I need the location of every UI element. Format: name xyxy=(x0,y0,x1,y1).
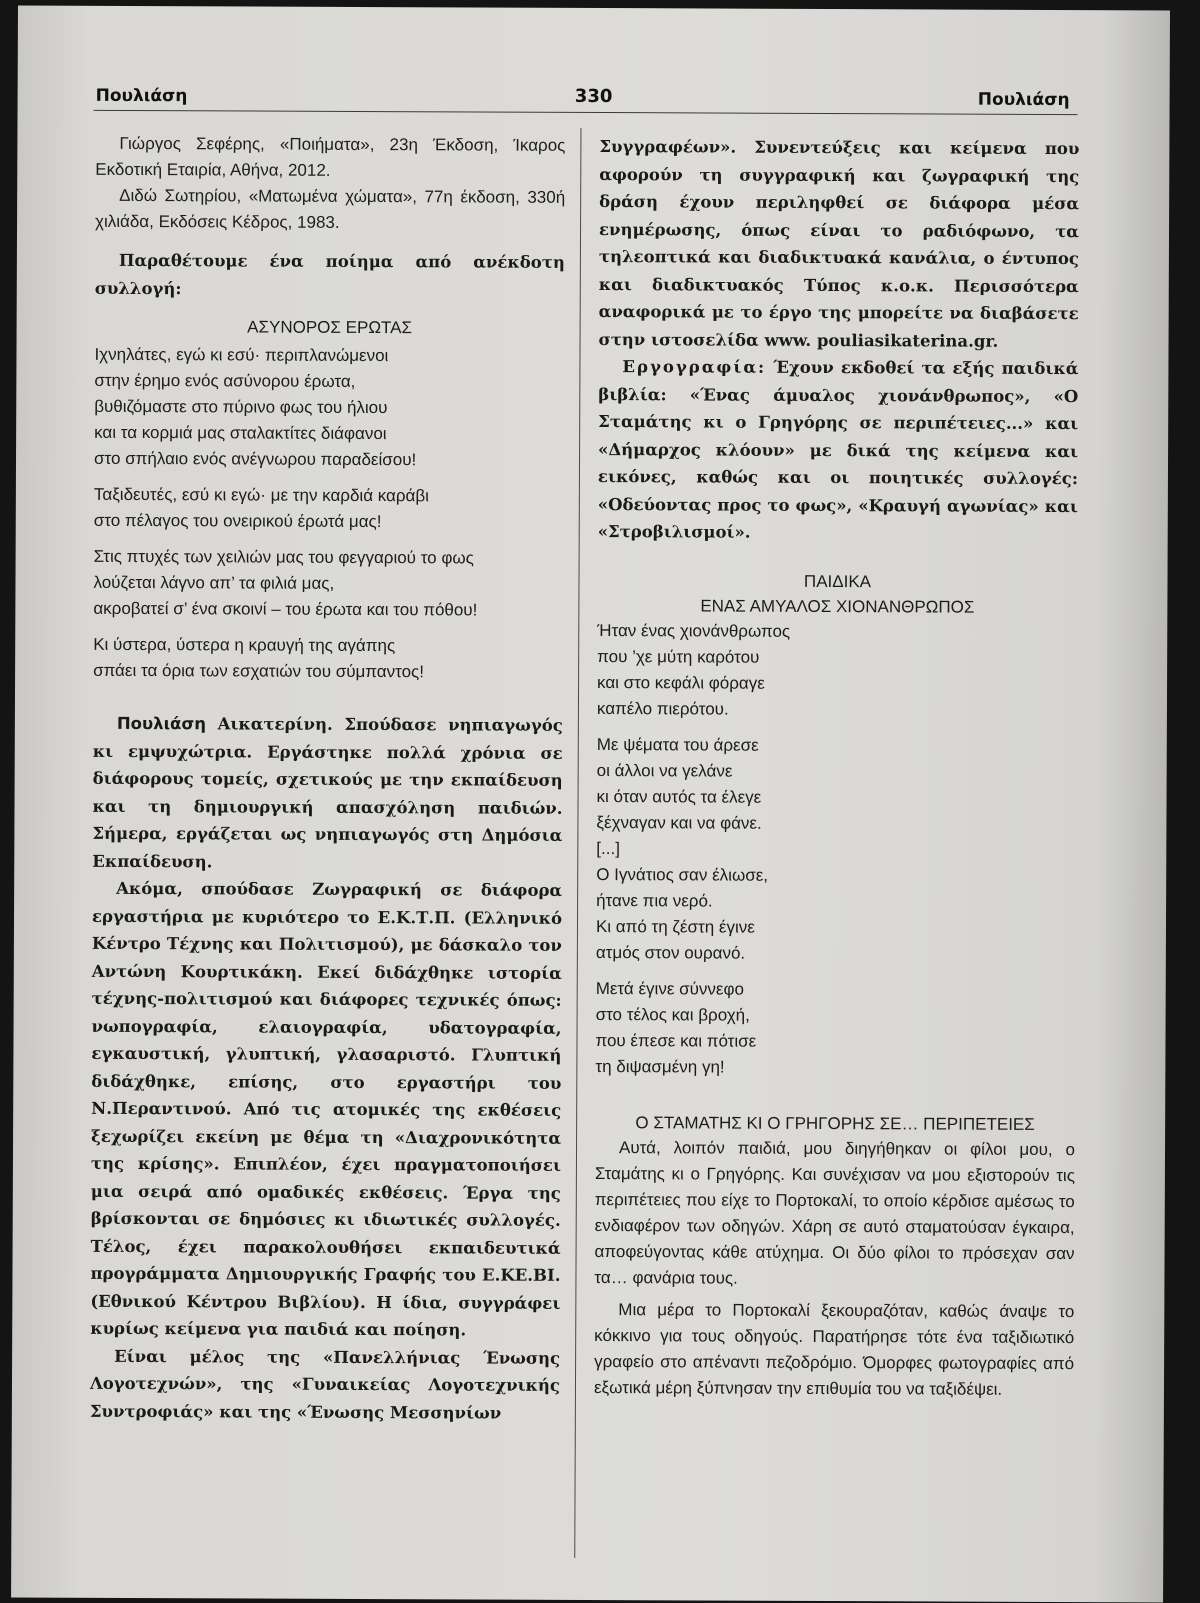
poem-stanza xyxy=(93,632,563,686)
poem-stanza xyxy=(597,618,1077,724)
childrens-poem-title: ΕΝΑΣ ΑΜΥΑΛΟΣ ΧΙΟΝΑΝΘΡΩΠΟΣ xyxy=(700,595,975,617)
poem-line: που ’χε μύτη καρότου xyxy=(597,646,760,667)
bio-paragraph-1: Πουλιάση Αικατερίνη. Σπούδασε νηπιαγωγός κι εμψυχώτρια. Εργάστηκε πολλά χρόνια σε διάφορους τομείς, σχετικούς με την εκπαίδευση και τη δημιουργική απασχόληση παιδιών. Σήμερα, εργάζεται ως νηπιαγωγός στη Δημόσια Εκπαίδευση. xyxy=(92,713,563,871)
bio-author-name: Πουλιάση xyxy=(116,713,207,734)
poem-line: που έπεσε και πότισε xyxy=(595,1030,757,1051)
story-title: Ο ΣΤΑΜΑΤΗΣ ΚΙ Ο ΓΡΗΓΟΡΗΣ ΣΕ… ΠΕΡΙΠΕΤΕΙΕΣ xyxy=(635,1112,1035,1134)
poem-line: σπάει τα όρια των εσχατιών του σύμπαντος! xyxy=(93,660,425,682)
poem-stanza xyxy=(596,732,1077,968)
poem-line: και στο κεφάλι φόραγε xyxy=(597,672,765,693)
left-column xyxy=(90,131,566,1427)
right-column xyxy=(594,133,1080,1403)
running-header-right: Πουλιάση xyxy=(977,89,1070,111)
poem-line: στην έρημο ενός ασύνορου έρωτα, xyxy=(94,370,356,391)
poem-line: τη διψασμένη γη! xyxy=(595,1056,725,1077)
poem-line: Ταξιδευτές, εσύ κι εγώ· με την καρδιά καράβι xyxy=(93,484,429,506)
running-header-left: Πουλιάση xyxy=(95,85,188,107)
bio-paragraph-2: Ακόμα, σπούδασε Ζωγραφική σε διάφορα εργαστήρια με κυριότερο το Ε.Κ.Τ.Π. (Ελληνικό Κέντρο Τέχνης και Πολιτισμού), με δάσκαλο τον Αντώνη Κουρτικάκη. Εκεί διδάχθηκε ιστορία τέχνης-πολιτισμού και διάφορες τεχνικές όπως: νωπογραφία, ελαιογραφία, υδατογραφία, εγκαυστική, γλυπτική, γλασαριστό. Γλυπτική διδάχθηκε, επίσης, στο εργαστήρι του Ν.Περαντινού. Από τις ατομικές της εκθέσεις ξεχωρίζει εκείνη με θέμα τη «Διαχρονικότητα της κρίσης». Επιπλέον, έχει πραγματοποιήσει μια σειρά από ομαδικές εκθέσεις. Έργα της βρίσκονται σε δημόσιες κι ιδιωτικές συλλογές. Τέλος, έχει παρακολουθήσει εκπαιδευτικά προγράμματα Δημιουργικής Γραφής του Ε.ΚΕ.ΒΙ. (Εθνικού Κέντρου Βιβλίου). Η ίδια, συγγράφει κυρίως κείμενα για παιδιά και ποίηση. xyxy=(90,878,563,1340)
poem-line: Ήταν ένας χιονάνθρωπος xyxy=(597,620,791,641)
poem-line: βυθιζόμαστε στο πύρινο φως του ήλιου xyxy=(94,396,388,418)
poem-stanza xyxy=(94,482,564,536)
poem-line: ακροβατεί σ’ ένα σκοινί – του έρωτα και του πόθου! xyxy=(93,598,478,620)
poem-title: ΑΣΥΝΟΡΟΣ ΕΡΩΤΑΣ xyxy=(247,317,413,338)
book-page xyxy=(11,5,1170,1602)
header-rule xyxy=(94,110,1078,115)
poem-line: λούζεται λάγνο απ’ τα φιλιά μας, xyxy=(93,572,335,593)
bio-paragraph-3-continued: Συγγραφέων». Συνεντεύξεις και κείμενα που αφορούν τη συγγραφική και ζωγραφική της δράση έχουν περιληφθεί σε διάφορα μέσα ενημέρωσης, όπως είναι το ραδιόφωνο, τα τηλεοπτικά και διαδικτυακά κανάλια, ο έντυπος και διαδικτυακός Τύπος κ.ο.κ. Περισσότερα αναφορικά με το έργο της μπορείτε να διαβάσετε στην ιστοσελίδα www. pouliasikaterina.gr. xyxy=(598,137,1080,351)
poem-line: Μετά έγινε σύννεφο xyxy=(595,978,745,999)
story-paragraph-2: Μια μέρα το Πορτοκαλί ξεκουραζόταν, καθώς άναψε το κόκκινο για τους οδηγούς. Παρατήρησε τότε ένα ταξιδιωτικό γραφείο στο απέναντι πεζοδρόμιο. Όμορφες φωτογραφίες από εξωτικά μέρη ξύπνησαν την επιθυμία του να ταξιδέψει. xyxy=(593,1299,1075,1399)
poem-line: Κι από τη ζέστη έγινε xyxy=(595,916,755,937)
poem-line: ήτανε πια νερό. xyxy=(596,890,713,911)
section-heading: ΠΑΙΔΙΚΑ xyxy=(803,571,872,591)
poem-line: οι άλλοι να γελάνε xyxy=(596,760,733,781)
poem-line: καπέλο πιερότου. xyxy=(596,698,729,719)
poem-line: στο σπήλαιο ενός ανέγνωρου παραδείσου! xyxy=(93,448,417,470)
poem-line: Κι ύστερα, ύστερα η κραυγή της αγάπης xyxy=(93,634,396,656)
works-label: Εργογραφία: xyxy=(622,357,767,377)
poem-line: κι όταν αυτός τα έλεγε xyxy=(596,786,762,807)
poem-stanza xyxy=(93,544,563,624)
poem-line: στο τέλος και βροχή, xyxy=(595,1004,750,1025)
poem-line: [...] xyxy=(596,838,621,858)
column-divider xyxy=(574,128,581,1558)
poem-line: ατμός στον ουρανό. xyxy=(595,942,746,963)
poem-line: Στις πτυχές των χειλιών μας του φεγγαριού το φως xyxy=(93,546,474,568)
poem-stanza xyxy=(595,976,1075,1082)
poem-line: στο πέλαγος του ονειρικού έρωτά μας! xyxy=(93,510,382,532)
poem-line: Με ψέματα του άρεσε xyxy=(596,734,759,755)
poem-line: ξέχναγαν και να φάνε. xyxy=(596,812,762,833)
poem-line: Ιχνηλάτες, εγώ κι εσύ· περιπλανώμενοι xyxy=(94,344,389,366)
works-paragraph: Εργογραφία: Έχουν εκδοθεί τα εξής παιδικά βιβλία: «Ένας άμυαλος χιονάνθρωπος», «Ο Σταμάτης κι ο Γρηγόρης σε περιπέτειες...» και «Δήμαρχος κλόουν» με δικά της κείμενα και εικόνες, καθώς και οι ποιητικές συλλογές: «Οδεύοντας προς το φως», «Κραυγή αγωνίας» και «Στροβιλισμοί». xyxy=(597,357,1079,542)
reference-sotiriou: Διδώ Σωτηρίου, «Ματωμένα χώματα», 77η έκδοση, 330ή χιλιάδα, Εκδόσεις Κέδρος, 1983. xyxy=(95,185,566,232)
bio-paragraph-3: Είναι μέλος της «Πανελλήνιας Ένωσης Λογοτεχνών», της «Γυναικείας Λογοτεχνικής Συντροφιάς» και της «Ένωσης Μεσσηνίων xyxy=(89,1346,561,1423)
reference-seferis: Γιώργος Σεφέρης, «Ποιήματα», 23η Έκδοση, Ίκαρος Εκδοτική Εταιρία, Αθήνα, 2012. xyxy=(95,133,566,180)
page-number: 330 xyxy=(574,85,613,108)
poem-stanza xyxy=(94,342,565,474)
poem-line: και τα κορμιά μας σταλακτίτες διάφανοι xyxy=(94,422,387,444)
poem-intro: Παραθέτουμε ένα ποίημα από ανέκδοτη συλλογή: xyxy=(94,250,565,298)
story-paragraph-1: Αυτά, λοιπόν παιδιά, μου διηγήθηκαν οι φίλοι μου, ο Σταμάτης κι ο Γρηγόρης. Και συνέχισαν να μου εξιστορούν τις περιπέτειες που είχε το Πορτοκαλί, το οποίο κέρδισε αμέσως το ενδιαφέρον των οδηγών. Χάρη σε αυτό σταματούσαν έγκαιρα, αποφεύγοντας κάθε ατύχημα. Οι δύο φίλοι το πρόσεχαν σαν τα… φανάρια τους. xyxy=(594,1137,1076,1288)
poem-line: Ο Ιγνάτιος σαν έλιωσε, xyxy=(596,864,769,885)
